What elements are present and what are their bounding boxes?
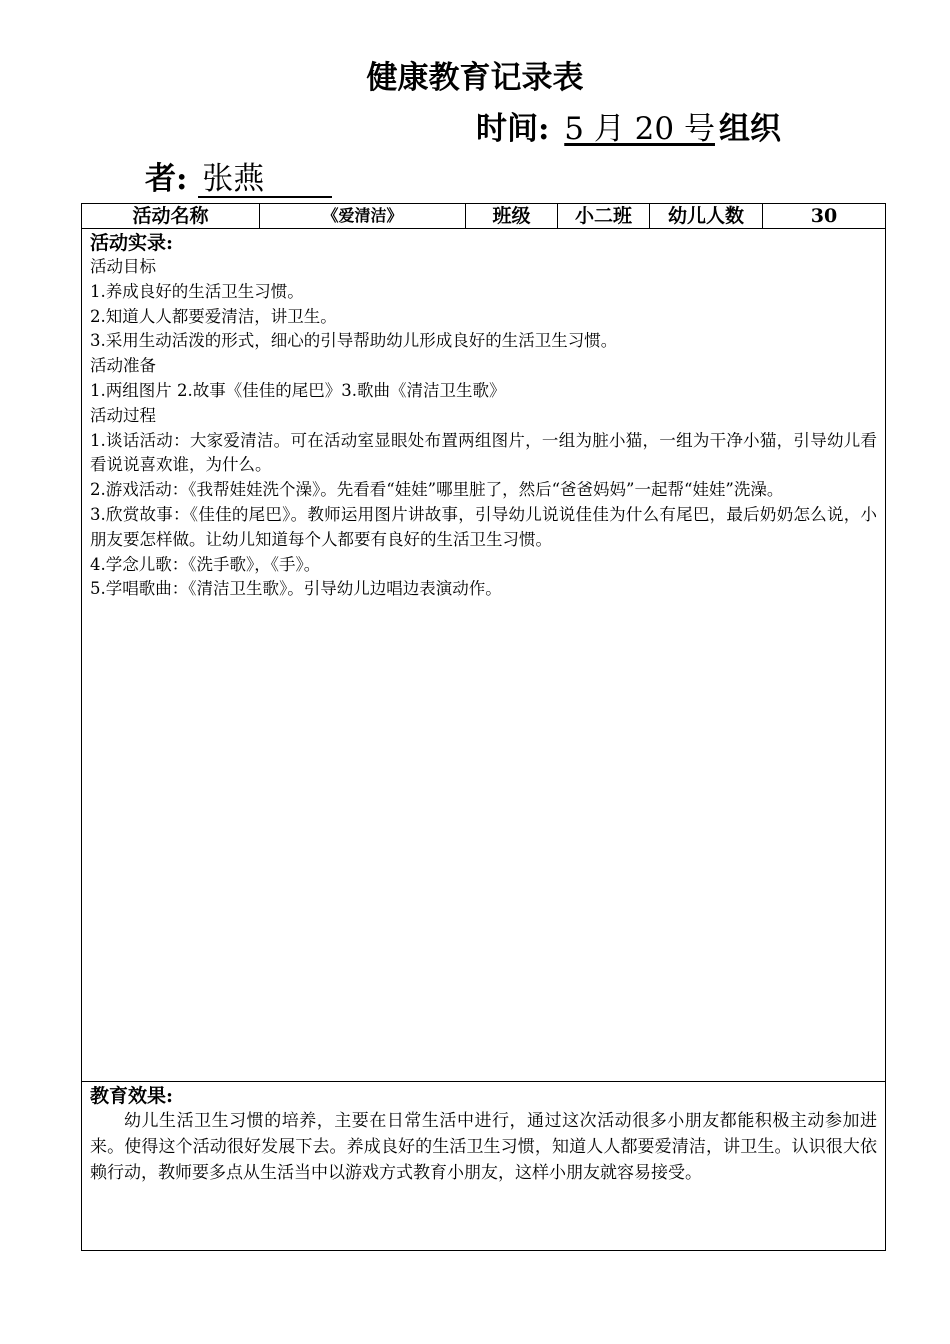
organizer-label-start: 组织 bbox=[718, 111, 781, 147]
record-line: 1.养成良好的生活卫生习惯。 bbox=[90, 281, 304, 301]
time-value: 5 月 20 号 bbox=[564, 111, 715, 147]
record-line: 3.采用生动活泼的形式，细心的引导帮助幼儿形成良好的生活卫生习惯。 bbox=[90, 331, 618, 351]
effect-title: 教育效果: bbox=[90, 1085, 174, 1107]
header-row bbox=[82, 204, 886, 229]
record-line: 活动准备 bbox=[90, 356, 156, 376]
child-count-value: 30 bbox=[763, 204, 886, 229]
record-form bbox=[81, 203, 886, 1251]
time-label: 时间: bbox=[476, 111, 550, 147]
page-title: 健康教育记录表 bbox=[366, 60, 584, 96]
effect-text: 幼儿生活卫生习惯的培养，主要在日常生活中进行，通过这次活动很多小朋友都能积极主动参加进来。使得这个活动很好发展下去。养成良好的生活卫生习惯，知道人人都要爱清洁，讲卫生。认识很大依赖行动，教师要多点从生活当中以游戏方式教育小朋友，这样小朋友就容易接受。 bbox=[90, 1111, 877, 1183]
child-count-label: 幼儿人数 bbox=[650, 204, 763, 229]
activity-record-cell bbox=[82, 229, 886, 1082]
education-effect-cell bbox=[82, 1082, 886, 1251]
record-row bbox=[82, 229, 886, 1082]
time-line bbox=[476, 108, 781, 150]
record-line: 1.谈话活动：大家爱清洁。可在活动室显眼处布置两组图片，一组为脏小猫，一组为干净小猫，引导幼儿看看说说喜欢谁，为什么。 bbox=[90, 430, 877, 475]
record-line: 1.两组图片 2.故事《佳佳的尾巴》3.歌曲《清洁卫生歌》 bbox=[90, 380, 506, 400]
organizer-label-end: 者: bbox=[145, 161, 188, 197]
effect-row bbox=[82, 1082, 886, 1251]
record-line: 2.游戏活动：《我帮娃娃洗个澡》。先看看“娃娃”哪里脏了，然后“爸爸妈妈”一起帮“娃娃”洗澡。 bbox=[90, 480, 784, 500]
record-line: 活动过程 bbox=[90, 405, 156, 425]
record-line: 4.学念儿歌：《洗手歌》，《手》。 bbox=[90, 554, 321, 574]
class-value: 小二班 bbox=[558, 204, 650, 229]
record-line: 5.学唱歌曲：《清洁卫生歌》。引导幼儿边唱边表演动作。 bbox=[90, 579, 502, 599]
organizer-line bbox=[145, 158, 332, 200]
organizer-value: 张燕 bbox=[198, 162, 332, 198]
record-line: 活动目标 bbox=[90, 257, 156, 276]
record-line: 3.欣赏故事：《佳佳的尾巴》。教师运用图片讲故事，引导幼儿说说佳佳为什么有尾巴，最后奶奶怎么说，小朋友要怎样做。让幼儿知道每个人都要有良好的生活卫生习惯。 bbox=[90, 504, 877, 549]
activity-name-value: 《爱清洁》 bbox=[260, 204, 466, 229]
record-line: 2.知道人人都要爱清洁，讲卫生。 bbox=[90, 306, 337, 326]
activity-name-label: 活动名称 bbox=[82, 204, 260, 229]
class-label: 班级 bbox=[466, 204, 558, 229]
record-title: 活动实录: bbox=[90, 232, 174, 254]
